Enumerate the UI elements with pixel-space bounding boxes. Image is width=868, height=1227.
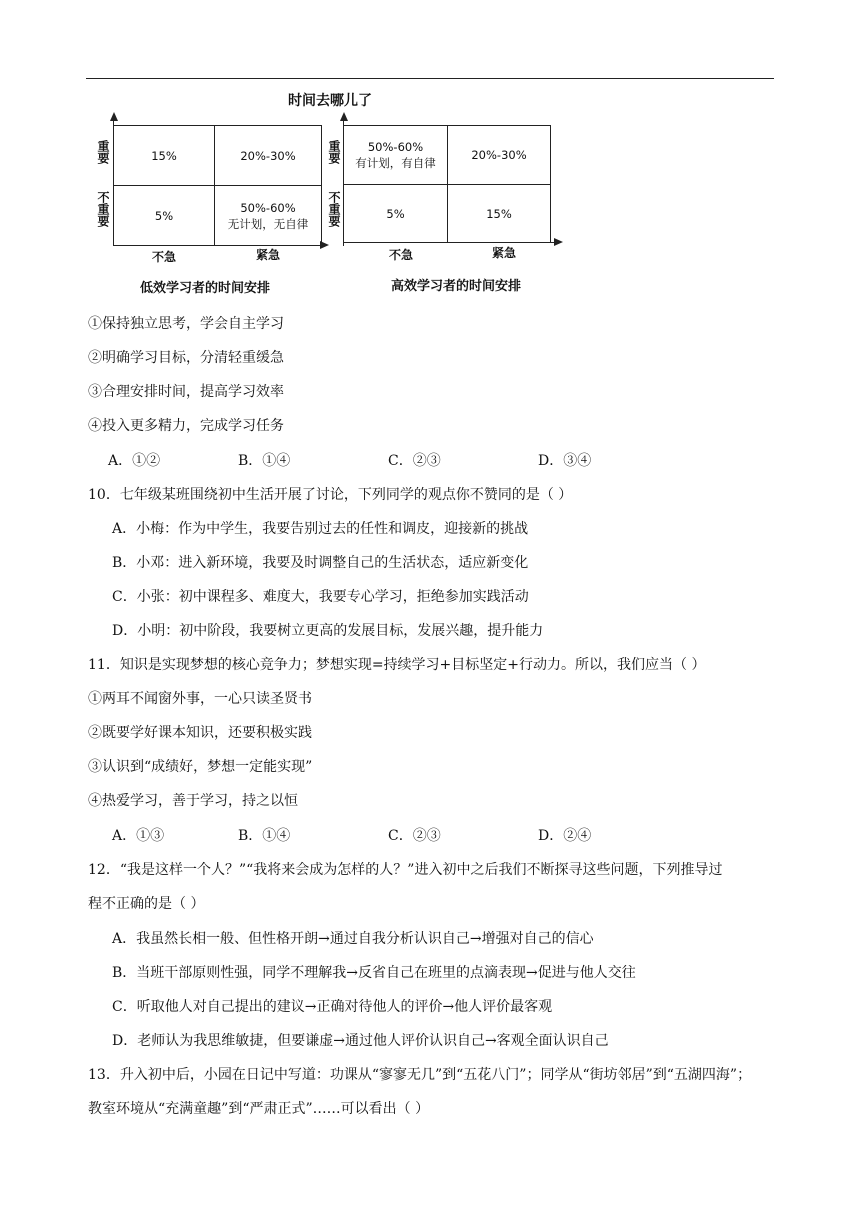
x-axis-arrow-icon: [554, 238, 563, 246]
option-d[interactable]: D．小明：初中阶段，我要树立更高的发展目标，发展兴趣，提升能力: [112, 623, 544, 639]
x-label-urgent: 紧急: [491, 246, 516, 260]
question-stem: 10．七年级某班围绕初中生活开展了讨论，下列同学的观点你不赞同的是（ ）: [88, 487, 573, 503]
quadrant-important-urgent: 20%-30%: [447, 125, 551, 185]
y-label-unimportant: 不重要: [96, 191, 110, 227]
figure-title: 时间去哪儿了: [288, 93, 372, 109]
left-caption: 低效学习者的时间安排: [139, 281, 270, 296]
y-label-important: 重要: [327, 140, 341, 164]
statement-4: ④热爱学习，善于学习，持之以恒: [88, 793, 298, 809]
quadrant-unimportant-urgent: 50%-60% 无计划，无自律: [214, 185, 322, 246]
option-a[interactable]: A．小梅：作为中学生，我要告别过去的任性和调皮，迎接新的挑战: [112, 521, 529, 537]
option-c[interactable]: C．小张：初中课程多、难度大，我要专心学习，拒绝参加实践活动: [112, 589, 529, 605]
option-b[interactable]: B．小邓：进入新环境，我要及时调整自己的生活状态，适应新变化: [112, 555, 529, 571]
option-c[interactable]: C．②③: [388, 828, 441, 844]
statement-4: ④投入更多精力，完成学习任务: [88, 418, 284, 434]
statement-2: ②明确学习目标，分清轻重缓急: [88, 350, 284, 366]
question-stem-line2: 教室环境从“充满童趣”到“严肃正式”……可以看出（ ）: [88, 1101, 430, 1117]
x-label-not-urgent: 不急: [388, 248, 413, 262]
question-stem-line1: 13．升入初中后，小园在日记中写道：功课从“寥寥无几”到“五花八门”；同学从“街坊邻居”到“五湖四海”；: [88, 1067, 752, 1083]
option-d[interactable]: D．③④: [538, 453, 592, 469]
header-rule: [86, 78, 774, 79]
right-caption: 高效学习者的时间安排: [390, 279, 521, 294]
option-c[interactable]: C．②③: [388, 453, 441, 469]
x-label-not-urgent: 不急: [151, 250, 176, 264]
option-c[interactable]: C．听取他人对自己提出的建议→正确对待他人的评价→他人评价最客观: [112, 999, 553, 1015]
y-label-important: 重要: [96, 140, 110, 164]
x-label-urgent: 紧急: [255, 248, 280, 262]
question-stem-line2: 程不正确的是（ ）: [88, 896, 205, 912]
option-a[interactable]: A．我虽然长相一般、但性格开朗→通过自我分析认识自己→增强对自己的信心: [112, 931, 594, 947]
option-d[interactable]: D．老师认为我思维敏捷，但要谦虚→通过他人评价认识自己→客观全面认识自己: [112, 1033, 609, 1049]
option-d[interactable]: D．②④: [538, 828, 592, 844]
question-stem: 11．知识是实现梦想的核心竞争力；梦想实现=持续学习+目标坚定+行动力。所以，我们应当（ ）: [88, 657, 706, 673]
statement-1: ①两耳不闻窗外事，一心只读圣贤书: [88, 691, 312, 707]
option-b[interactable]: B．①④: [238, 828, 291, 844]
statement-3: ③认识到“成绩好，梦想一定能实现”: [88, 759, 313, 775]
y-axis-arrow-icon: [340, 112, 348, 121]
statement-3: ③合理安排时间，提高学习效率: [88, 384, 284, 400]
quadrant-important-not-urgent: 15%: [113, 125, 215, 186]
y-axis-arrow-icon: [110, 112, 118, 121]
statement-2: ②既要学好课本知识，还要积极实践: [88, 725, 312, 741]
quadrant-unimportant-not-urgent: 5%: [113, 185, 215, 246]
option-b[interactable]: B．①④: [238, 453, 291, 469]
option-a[interactable]: A．①②: [108, 453, 161, 469]
quadrant-important-not-urgent: 50%-60% 有计划，有自律: [343, 125, 448, 185]
quadrant-important-urgent: 20%-30%: [214, 125, 322, 186]
quadrant-unimportant-urgent: 15%: [447, 184, 551, 243]
quadrant-unimportant-not-urgent: 5%: [343, 184, 448, 243]
question-stem-line1: 12．“我是这样一个人？”“我将来会成为怎样的人？”进入初中之后我们不断探寻这些问题，下列推导过: [88, 862, 723, 878]
option-b[interactable]: B．当班干部原则性强，同学不理解我→反省自己在班里的点滴表现→促进与他人交往: [112, 965, 636, 981]
y-label-unimportant: 不重要: [327, 191, 341, 227]
option-a[interactable]: A．①③: [112, 828, 165, 844]
statement-1: ①保持独立思考，学会自主学习: [88, 316, 284, 332]
